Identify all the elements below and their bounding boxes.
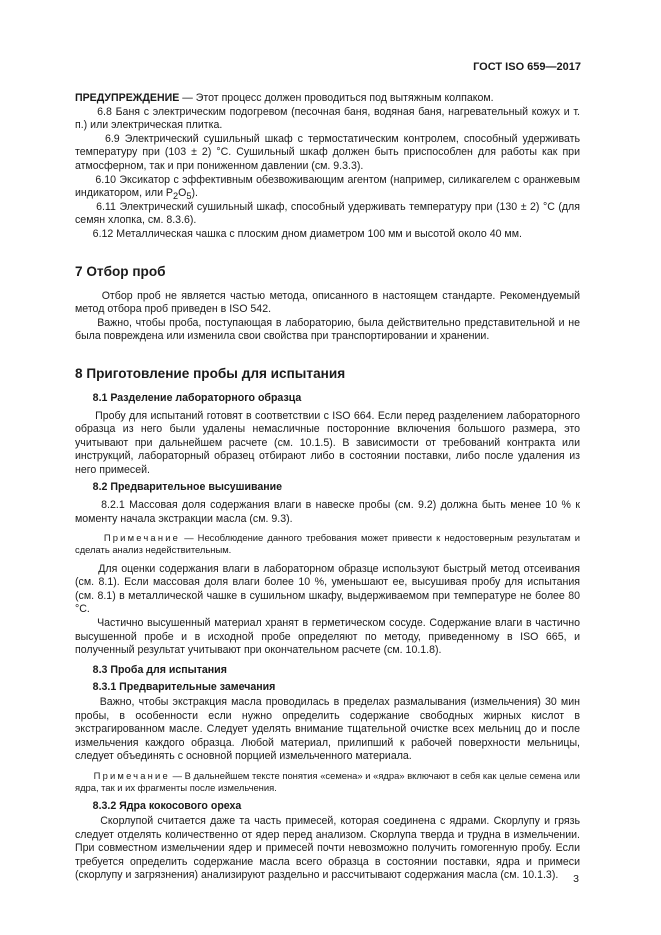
heading-text: 8.3 Проба для испытания: [92, 663, 227, 676]
paragraph-text: Скорлупой считается даже та часть примесей, которая соединена с ядрами. Скорлупу и грязь следует отделять количественно от ядер перед анализом. Скорлупа тверда и трудна в измельчении. При совместном измельчении ядер и примесей почти невозможно получить гомогенную пробу. Если требуется определить содержание масла всего образца в состоянии поставки, ядра и примеси (скорлупу и загрязнения) анализируют раздельно и рассчитывают содержания масла (см. 10.1.3).: [75, 814, 580, 882]
paragraph-text: 8.2.1 Массовая доля содержания влаги в навеске пробы (см. 9.2) должна быть менее 10 % к моменту начала экстракции масла (см. 9.3).: [75, 499, 580, 525]
page-body: [75, 92, 580, 883]
item-6-10: [75, 174, 580, 201]
item-number: 6.12: [92, 227, 114, 240]
section-7-p2: [75, 317, 580, 344]
section-8-3-2-heading: [75, 800, 580, 814]
section-8-1-heading: [75, 392, 580, 406]
item-number: 6.10: [95, 173, 117, 186]
paragraph-text: Для оценки содержания влаги в лабораторном образце используют быстрый метод отсеивания (см. 8.1). Если массовая доля влаги более 10 %, уменьшают ее, высушивая пробу для испытания (см. 8.1) в металлической чашке в сушильном шкафу, выдерживаемом при температуре не более 80 °С.: [75, 562, 580, 616]
item-text: Эксикатор с эффективным обезвоживающим агентом (например, силикагелем с оранжевым индикатором, или P: [75, 173, 580, 200]
heading-text: 8.2 Предварительное высушивание: [92, 481, 283, 494]
item-6-12: [75, 228, 580, 242]
paragraph-text: Отбор проб не является частью метода, описанного в настоящем стандарте. Рекомендуемый метод отбора проб приведен в ISO 542.: [75, 289, 580, 316]
item-text: ).: [191, 187, 198, 200]
subscript: 2: [173, 191, 179, 202]
item-6-9: [75, 133, 580, 174]
section-8-2-p3: [75, 617, 580, 658]
item-text: O: [178, 187, 187, 200]
warning-paragraph: [75, 92, 580, 106]
item-6-8: [75, 106, 580, 133]
section-8-3-1-heading: [75, 681, 580, 695]
section-8-heading: 8 Приготовление пробы для испытания: [75, 365, 346, 381]
section-8-3-2-p1: [75, 815, 580, 883]
item-text: Электрический сушильный шкаф с термостатическим контролем, способный удерживать температуру при (103 ± 2) °С. Сушильный шкаф должен быть приспособлен для работы как при атмосферном, так и при пониженном давлении (см. 9.3.3).: [75, 132, 580, 172]
note-label: Примечание: [93, 769, 170, 781]
section-7-heading: 7 Отбор проб: [75, 263, 166, 279]
section-8-2-1-p: [75, 499, 580, 526]
standard-header: ГОСТ ISO 659—2017: [473, 61, 581, 73]
paragraph-text: Важно, чтобы проба, поступающая в лабораторию, была действительно представительной и не была повреждена или изменила свои свойства при транспортировании и хранении.: [75, 316, 580, 343]
section-8-2-p2: [75, 563, 580, 617]
page-number: 3: [573, 873, 579, 885]
note-8-2: [75, 532, 580, 556]
note-label: Примечание: [103, 532, 181, 544]
item-text: Электрический сушильный шкаф, способный удерживать температуру при (130 ± 2) °С (для семян хлопка, см. 8.3.6).: [75, 200, 580, 227]
section-8-1-p1: [75, 410, 580, 478]
paragraph-text: Важно, чтобы экстракция масла проводилась в пределах размалывания (измельчения) 30 мин пробы, в особенности если нужно определить содержание свободных жирных кислот в экстрагированном масле. Следует уделять внимание тщательной очистке всех мельниц до и после измельчения каждого образца. Любой материал, прилипший к рабочей поверхности мельницы, следует объединять с основной порцией измельченного материала.: [75, 696, 580, 763]
item-number: 6.8: [97, 105, 112, 118]
paragraph-text: Пробу для испытаний готовят в соответствии с ISO 664. Если перед разделением лабораторного образца из него были удалены немасличные посторонние включения большого размера, это учитывают при дальнейшем расчете (см. 10.1.5). В зависимости от требований контракта или инструкций, лабораторный образец отбирают либо в состоянии поставки, либо после удаления из него примесей.: [75, 409, 580, 476]
note-text: — Несоблюдение данного требования может привести к недостоверным результатам и сделать анализ недействительным.: [75, 532, 580, 556]
note-8-3-1: [75, 770, 580, 794]
item-number: 6.11: [96, 200, 116, 213]
heading-text: 8.3.1 Предварительные замечания: [92, 681, 276, 694]
item-text: Баня с электрическим подогревом (песочная баня, водяная баня, нагревательный кожух и т. п.) или электрическая плитка.: [75, 105, 580, 132]
subscript: 5: [186, 191, 192, 202]
item-6-11: [75, 201, 580, 228]
section-7-p1: [75, 290, 580, 317]
item-text: Металлическая чашка с плоским дном диаметром 100 мм и высотой около 40 мм.: [116, 227, 522, 240]
warning-label: ПРЕДУПРЕЖДЕНИЕ: [75, 92, 180, 104]
section-8-3-1-p1: [75, 696, 580, 764]
item-number: 6.9: [104, 132, 120, 145]
warning-text: — Этот процесс должен проводиться под вытяжным колпаком.: [179, 92, 494, 104]
heading-text: 8.3.2 Ядра кокосового ореха: [92, 800, 242, 813]
paragraph-text: Частично высушенный материал хранят в герметическом сосуде. Содержание влаги в частично высушенной пробе и в исходной пробе определяют по методу, приведенному в ISO 665, и полученный результат учитывают при окончательном расчете (см. 10.1.8).: [75, 617, 580, 657]
section-8-2-heading: [75, 481, 580, 495]
heading-text: 8.1 Разделение лабораторного образца: [92, 391, 302, 404]
section-8-3-heading: [75, 664, 580, 678]
note-text: — В дальнейшем тексте понятия «семена» и «ядра» включают в себя как целые семена или ядра, так и их фрагменты после измельчения.: [75, 769, 580, 794]
